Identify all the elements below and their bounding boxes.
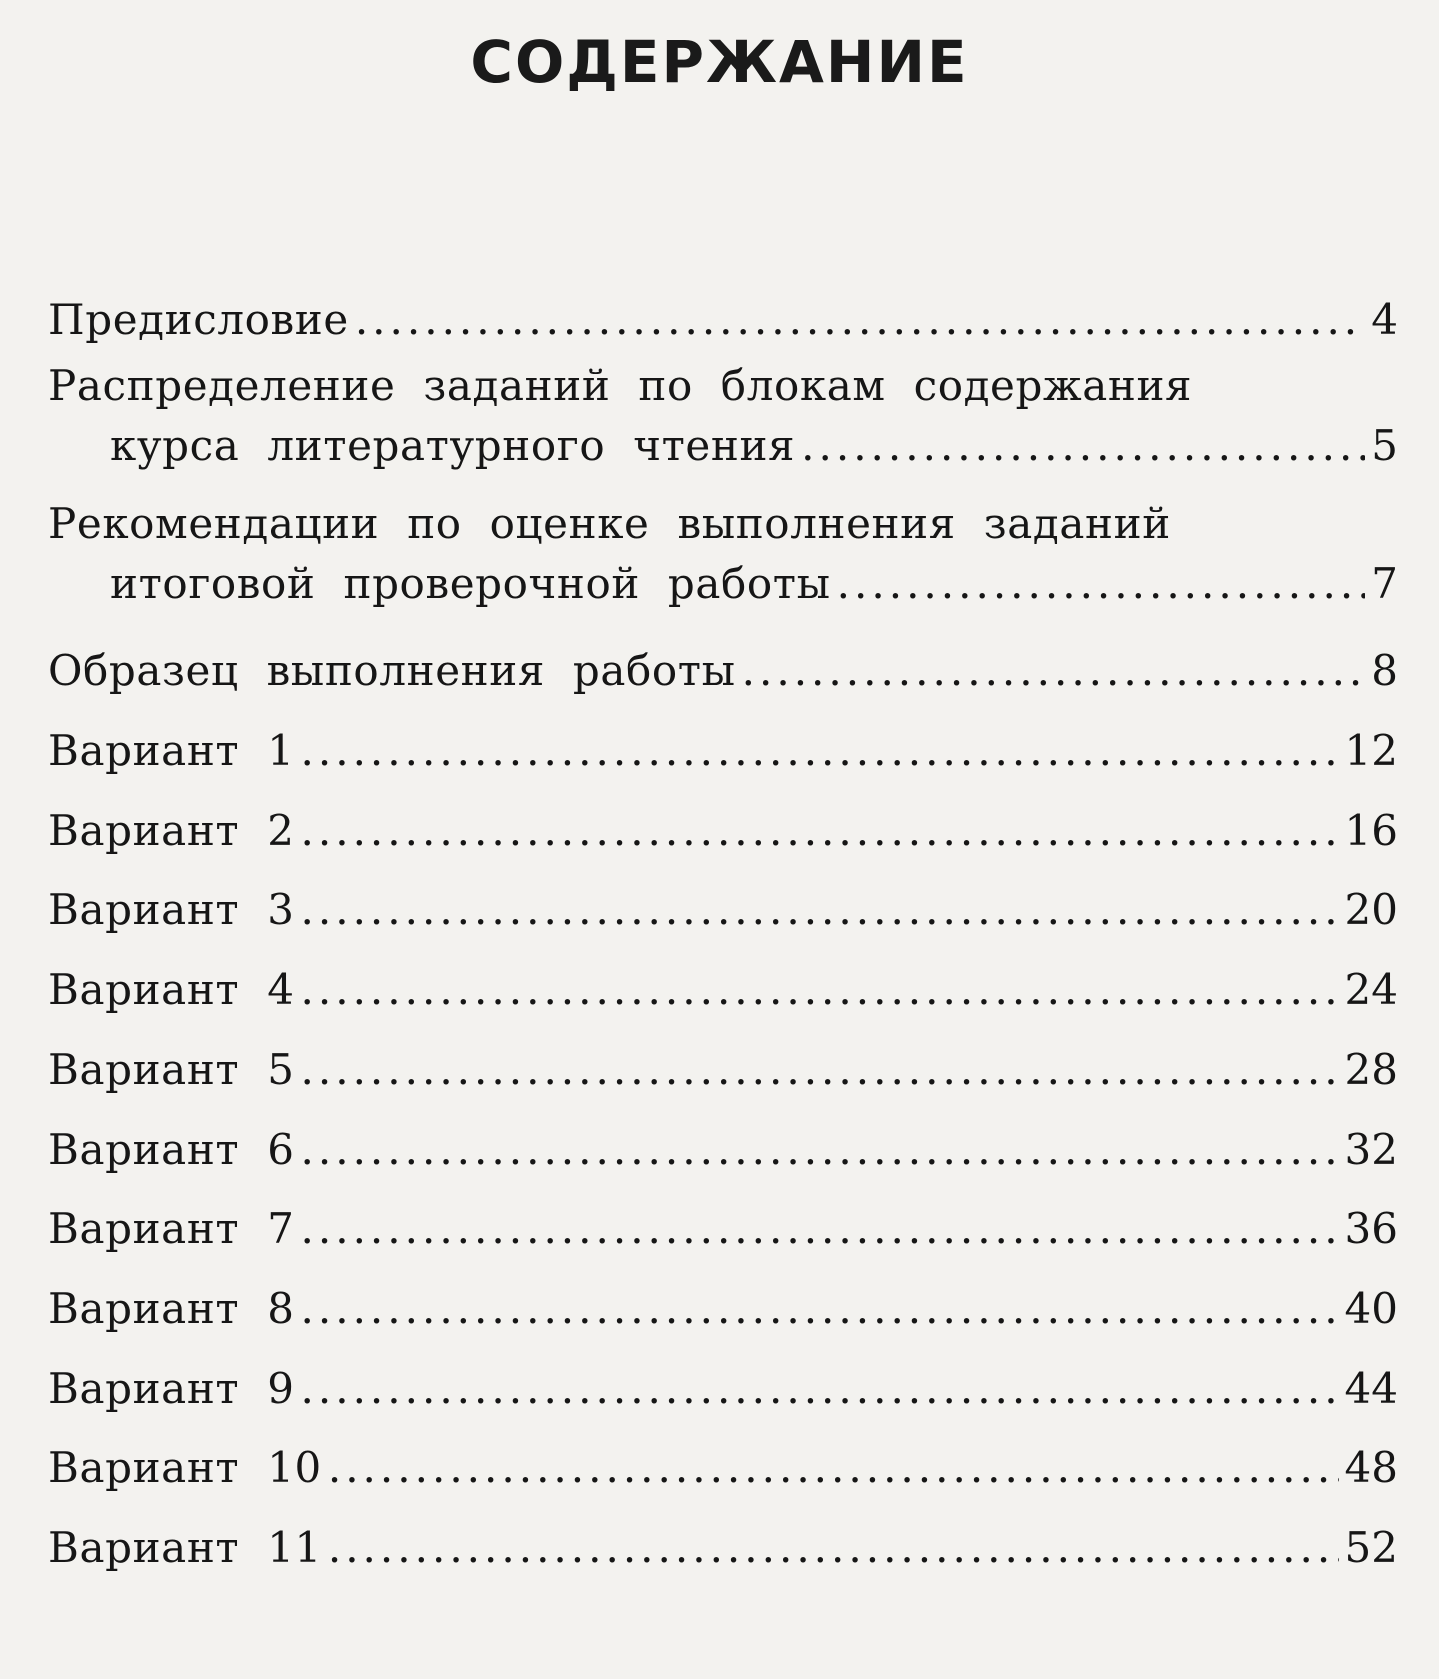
toc-entry-variant-6[interactable]: [48, 1120, 1398, 1180]
dot-leader: [301, 801, 1339, 861]
toc-page-number: 48: [1344, 1443, 1398, 1492]
toc-page-number: 24: [1344, 965, 1398, 1014]
toc-page-number: 12: [1344, 726, 1398, 775]
toc-entry-label: Вариант 4: [48, 965, 295, 1014]
toc-entry-sample[interactable]: [48, 641, 1398, 701]
toc-entry-variant-5[interactable]: [48, 1040, 1398, 1100]
dot-leader: [837, 554, 1366, 614]
toc-entry-label-continued: итоговой проверочной работы: [110, 559, 831, 608]
toc-entry-variant-9[interactable]: [48, 1359, 1398, 1419]
dot-leader: [301, 880, 1339, 940]
toc-entry-label: Предисловие: [48, 295, 349, 344]
dot-leader: [328, 1438, 1339, 1498]
toc-page-number: 5: [1371, 421, 1398, 470]
dot-leader: [355, 290, 1365, 350]
toc-entry-label: Вариант 8: [48, 1284, 295, 1333]
toc-entry-label: Вариант 5: [48, 1045, 295, 1094]
toc-page-number: 36: [1344, 1204, 1398, 1253]
toc-entry-label: Вариант 7: [48, 1204, 295, 1253]
toc-entry-variant-2[interactable]: [48, 801, 1398, 861]
toc-entry-variant-11[interactable]: [48, 1518, 1398, 1578]
dot-leader: [301, 1199, 1339, 1259]
toc-page-number: 44: [1344, 1364, 1398, 1413]
dot-leader: [301, 1359, 1339, 1419]
toc-entry-label: Распределение заданий по блокам содержания: [48, 361, 1193, 410]
toc-entry-recommendations[interactable]: [48, 494, 1398, 614]
toc-entry-variant-1[interactable]: [48, 721, 1398, 781]
dot-leader: [301, 1120, 1339, 1180]
toc-entry-label: Вариант 9: [48, 1364, 295, 1413]
toc-entry-variant-4[interactable]: [48, 960, 1398, 1020]
dot-leader: [301, 1040, 1339, 1100]
toc-page-number: 20: [1344, 885, 1398, 934]
toc-entry-variant-7[interactable]: [48, 1199, 1398, 1259]
toc-entry-label: Вариант 1: [48, 726, 295, 775]
dot-leader: [801, 416, 1365, 476]
toc-entry-label: Вариант 11: [48, 1523, 322, 1572]
toc-page-number: 32: [1344, 1125, 1398, 1174]
page-title: СОДЕРЖАНИЕ: [470, 28, 969, 96]
toc-entry-variant-3[interactable]: [48, 880, 1398, 940]
dot-leader: [301, 960, 1339, 1020]
toc-page-number: 8: [1371, 646, 1398, 695]
toc-page-number: 16: [1344, 806, 1398, 855]
toc-entry-label-continued: курса литературного чтения: [110, 421, 796, 470]
toc-entry-variant-10[interactable]: [48, 1438, 1398, 1498]
dot-leader: [301, 721, 1339, 781]
toc-entry-task-distribution[interactable]: [48, 356, 1398, 476]
toc-entry-label: Вариант 10: [48, 1443, 322, 1492]
toc-entry-label: Вариант 3: [48, 885, 295, 934]
toc-page-number: 7: [1371, 559, 1398, 608]
toc-page-number: 4: [1371, 295, 1398, 344]
dot-leader: [301, 1279, 1339, 1339]
toc-entry-label: Вариант 2: [48, 806, 295, 855]
toc-entry-variant-8[interactable]: [48, 1279, 1398, 1339]
toc-page-number: 52: [1344, 1523, 1398, 1572]
toc-entry-label: Вариант 6: [48, 1125, 295, 1174]
toc-entry-preface[interactable]: [48, 290, 1398, 350]
dot-leader: [328, 1518, 1339, 1578]
toc-entry-label: Рекомендации по оценке выполнения заданий: [48, 499, 1171, 548]
toc-page-number: 40: [1344, 1284, 1398, 1333]
toc-entry-label: Образец выполнения работы: [48, 646, 736, 695]
dot-leader: [742, 641, 1366, 701]
toc-page-number: 28: [1344, 1045, 1398, 1094]
